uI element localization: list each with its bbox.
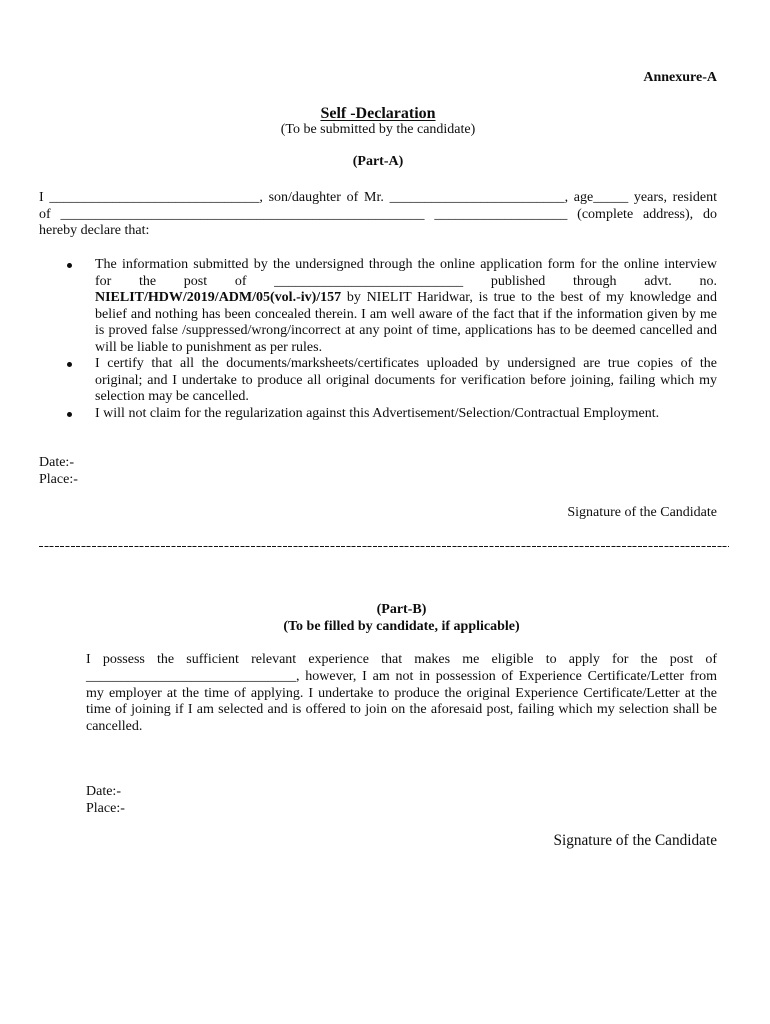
part-b-date-place <box>86 784 125 817</box>
declaration-bullet-item <box>95 406 717 423</box>
date-label: Date:- <box>86 784 121 799</box>
part-b-signature-label: Signature of the Candidate <box>553 832 717 849</box>
declaration-bullet-item <box>95 356 717 406</box>
paragraph-line: my employer at the time of applying. I undertake to produce the original Experience Certificate/Letter at the <box>86 685 717 701</box>
bullet-line: will be liable to punishment as per rules. <box>95 339 323 355</box>
document-title: Self -Declaration <box>320 105 436 122</box>
part-b-paragraph <box>86 652 717 736</box>
annexure-label: Annexure-A <box>643 70 717 85</box>
bullet-line <box>95 290 717 307</box>
bullet-line: selection may be cancelled. <box>95 389 249 404</box>
part-b-subheading: (To be filled by candidate, if applicable) <box>283 619 520 634</box>
paragraph-line: cancelled. <box>86 719 143 734</box>
part-a-intro-paragraph <box>39 190 717 240</box>
part-a-heading: (Part-A) <box>352 154 404 169</box>
paragraph-line: time of joining if I am selected and is offered to join on the aforesaid post, failing which my selection shall be <box>86 702 717 718</box>
declaration-bullet-item <box>95 257 717 356</box>
part-b-heading: (Part-B) <box>376 602 427 617</box>
intro-line: hereby declare that: <box>39 223 150 238</box>
bullet-line: The information submitted by the undersigned through the online application form for the online interview <box>95 257 717 272</box>
bullet-line-text: by NIELIT Haridwar, is true to the best of my knowledge and <box>341 290 717 305</box>
bullet-line: I certify that all the documents/marksheets/certificates uploaded by undersigned are true copies of the <box>95 356 717 371</box>
bullet-marker <box>67 412 72 417</box>
separator-line <box>39 546 729 547</box>
date-label: Date:- <box>39 455 74 470</box>
bullet-line: I will not claim for the regularization against this Advertisement/Selection/Contractual Employment. <box>95 405 660 421</box>
part-a-signature-label: Signature of the Candidate <box>567 505 717 520</box>
document-subtitle: (To be submitted by the candidate) <box>280 122 476 137</box>
paragraph-line: I possess the sufficient relevant experience that makes me eligible to apply for the post of <box>86 652 717 667</box>
bullet-line: belief and nothing has been concealed therein. I am well aware of the fact that if the information given by me <box>95 306 717 322</box>
part-a-date-place <box>39 455 78 489</box>
advertisement-number: NIELIT/HDW/2019/ADM/05(vol.-iv)/157 <box>95 290 342 305</box>
bullet-line: for the post of ___________________________ published through advt. no. <box>95 273 717 289</box>
paragraph-line: ______________________________, however, I am not in possession of Experience Certificate/Letter from <box>86 668 717 684</box>
place-label: Place:- <box>86 800 125 816</box>
bullet-marker <box>67 362 72 367</box>
intro-line: of ____________________________________________________ ___________________ (complete address), do <box>39 206 717 222</box>
intro-line: I ______________________________, son/daughter of Mr. _________________________, age_____ years, resident <box>39 190 717 205</box>
place-label: Place:- <box>39 471 78 487</box>
bullet-line: original; and I undertake to produce all original documents for verification before joining, failing which my <box>95 372 717 388</box>
bullet-marker <box>67 263 72 268</box>
declaration-bullet-list <box>95 257 717 422</box>
bullet-line: is proved false /suppressed/wrong/incorrect at any point of time, applications has to be deemed cancelled and <box>95 323 717 338</box>
